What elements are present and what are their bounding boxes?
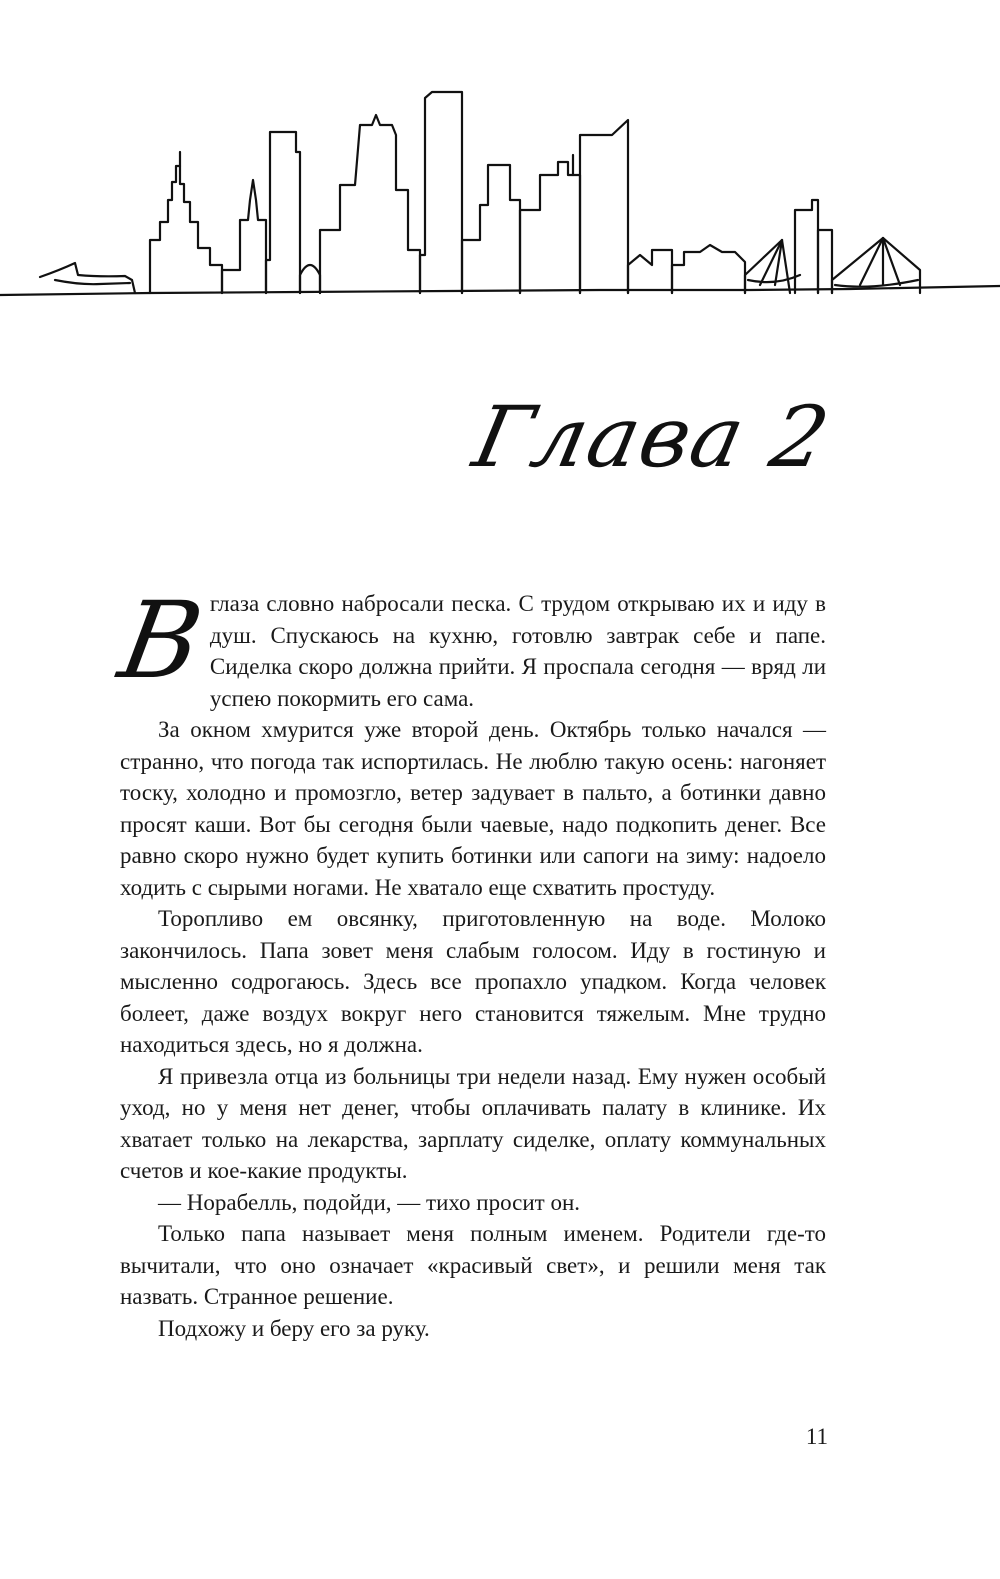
paragraph: Только папа называет меня полным именем. Родители где-то вычитали, что оно означает «красивый свет», и решили меня так назвать. Странное решение. <box>120 1221 826 1309</box>
chapter-body <box>111 579 826 1344</box>
paragraph: Подхожу и беру его за руку. <box>158 1315 430 1341</box>
paragraph: — Норабелль, подойди, — тихо просит он. <box>158 1189 581 1215</box>
chapter-title: Глава 2 <box>465 388 839 486</box>
paragraph: Торопливо ем овсянку, приготовленную на воде. Молоко закончилось. Папа зовет меня слабым голосом. Иду в гостиную и мысленно содрогаюсь. Здесь все пропахло упадком. Когда человек болеет, даже воздух вокруг него становится тяжелым. Мне трудно находиться здесь, но я должна. <box>120 906 826 1057</box>
drop-cap: В <box>111 579 211 702</box>
paragraph: За окном хмурится уже второй день. Октябрь только начался — странно, что погода так испортилась. Не люблю такую осень: нагоняет тоску, холодно и промозгло, ветер задувает в пальто, а ботинки давно просят каши. Вот бы сегодня были чаевые, надо подкопить денег. Все равно скоро нужно будет купить ботинки или сапоги на зиму: надоело ходить с сырыми ногами. Не хватало еще схватить простуду. <box>120 717 826 900</box>
paragraph: Я привезла отца из больницы три недели назад. Ему нужен особый уход, но у меня нет денег, чтобы оплачивать палату в клинике. Их хватает только на лекарства, зарплату сиделке, оплату коммунальных счетов и кое-какие продукты. <box>120 1063 826 1183</box>
paragraph <box>111 579 826 714</box>
city-skyline-illustration <box>0 80 1000 320</box>
page-number: 11 <box>805 1424 828 1449</box>
paragraph-text: глаза словно набросали песка. С трудом открываю их и иду в душ. Спускаюсь на кухню, готовлю завтрак себе и папе. Сиделка скоро должна прийти. Я проспала сегодня — вряд ли успею покормить его сама. <box>209 591 826 711</box>
